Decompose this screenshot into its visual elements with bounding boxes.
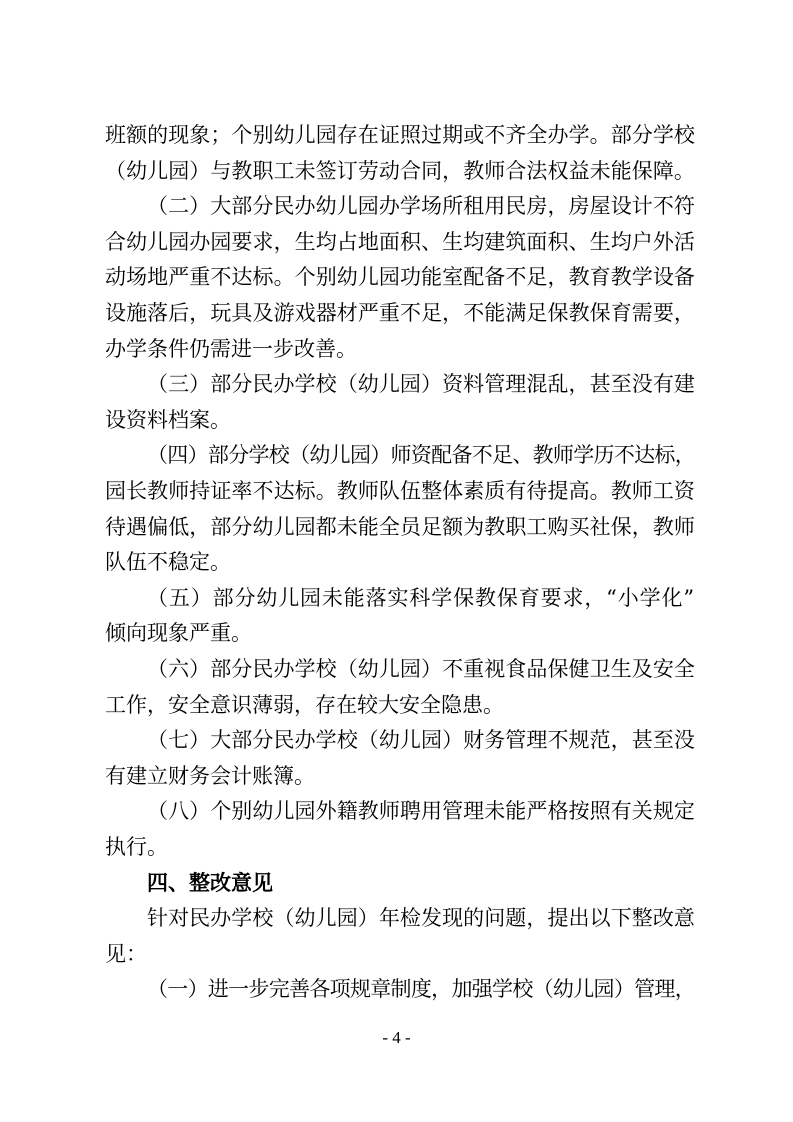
text-line: （一）进一步完善各项规章制度，加强学校（幼儿园）管理， — [147, 977, 695, 1002]
paragraph-item-6 — [105, 652, 695, 723]
text-line: 队伍不稳定。 — [105, 550, 231, 575]
text-line: 待遇偏低，部分幼儿园都未能全员足额为教职工购买社保，教师 — [105, 514, 695, 539]
document-body — [105, 118, 695, 1008]
text-line: 见： — [105, 941, 147, 966]
text-line: 执行。 — [105, 834, 168, 859]
text-line: 动场地严重不达标。个别幼儿园功能室配备不足，教育教学设备 — [105, 265, 695, 290]
text-line: 园长教师持证率不达标。教师队伍整体素质有待提高。教师工资 — [105, 478, 695, 503]
text-line: （六）部分民办学校（幼儿园）不重视食品保健卫生及安全 — [147, 656, 695, 681]
text-line: 设施落后，玩具及游戏器材严重不足，不能满足保教保育需要， — [105, 300, 695, 325]
paragraph-item-7 — [105, 723, 695, 794]
paragraph-item-2 — [105, 189, 695, 367]
text-line: （五）部分幼儿园未能落实科学保教保育要求，“小学化” — [147, 585, 695, 610]
text-line: 合幼儿园办园要求，生均占地面积、生均建筑面积、生均户外活 — [105, 229, 695, 254]
paragraph-item-3 — [105, 367, 695, 438]
text-line: （二）大部分民办幼儿园办学场所租用民房，房屋设计不符 — [147, 194, 695, 219]
page-number: - 4 - — [382, 1028, 411, 1047]
text-line: （幼儿园）与教职工未签订劳动合同，教师合法权益未能保障。 — [105, 158, 695, 183]
paragraph-item-8 — [105, 794, 695, 865]
paragraph-measure-1 — [105, 972, 695, 1008]
paragraph-item-5 — [105, 581, 695, 652]
text-line: 设资料档案。 — [105, 407, 231, 432]
text-line: 班额的现象；个别幼儿园存在证照过期或不齐全办学。部分学校 — [105, 123, 695, 147]
text-line: （四）部分学校（幼儿园）师资配备不足、教师学历不达标， — [147, 443, 695, 468]
text-line: 有建立财务会计账簿。 — [105, 763, 315, 788]
paragraph-item-4 — [105, 438, 695, 580]
section-title: 四、整改意见 — [147, 870, 273, 896]
paragraph-staff-contracts — [105, 118, 695, 189]
text-line: （七）大部分民办学校（幼儿园）财务管理不规范，甚至没 — [147, 728, 695, 753]
paragraph-intro — [105, 901, 695, 972]
section-heading — [105, 865, 695, 901]
text-line: 工作，安全意识薄弱，存在较大安全隐患。 — [105, 692, 504, 717]
text-line: （八）个别幼儿园外籍教师聘用管理未能严格按照有关规定 — [147, 799, 695, 824]
text-line: 针对民办学校（幼儿园）年检发现的问题，提出以下整改意 — [147, 906, 695, 931]
text-line: （三）部分民办学校（幼儿园）资料管理混乱，甚至没有建 — [147, 372, 695, 397]
text-line: 倾向现象严重。 — [105, 621, 252, 646]
text-line: 办学条件仍需进一步改善。 — [105, 336, 357, 361]
